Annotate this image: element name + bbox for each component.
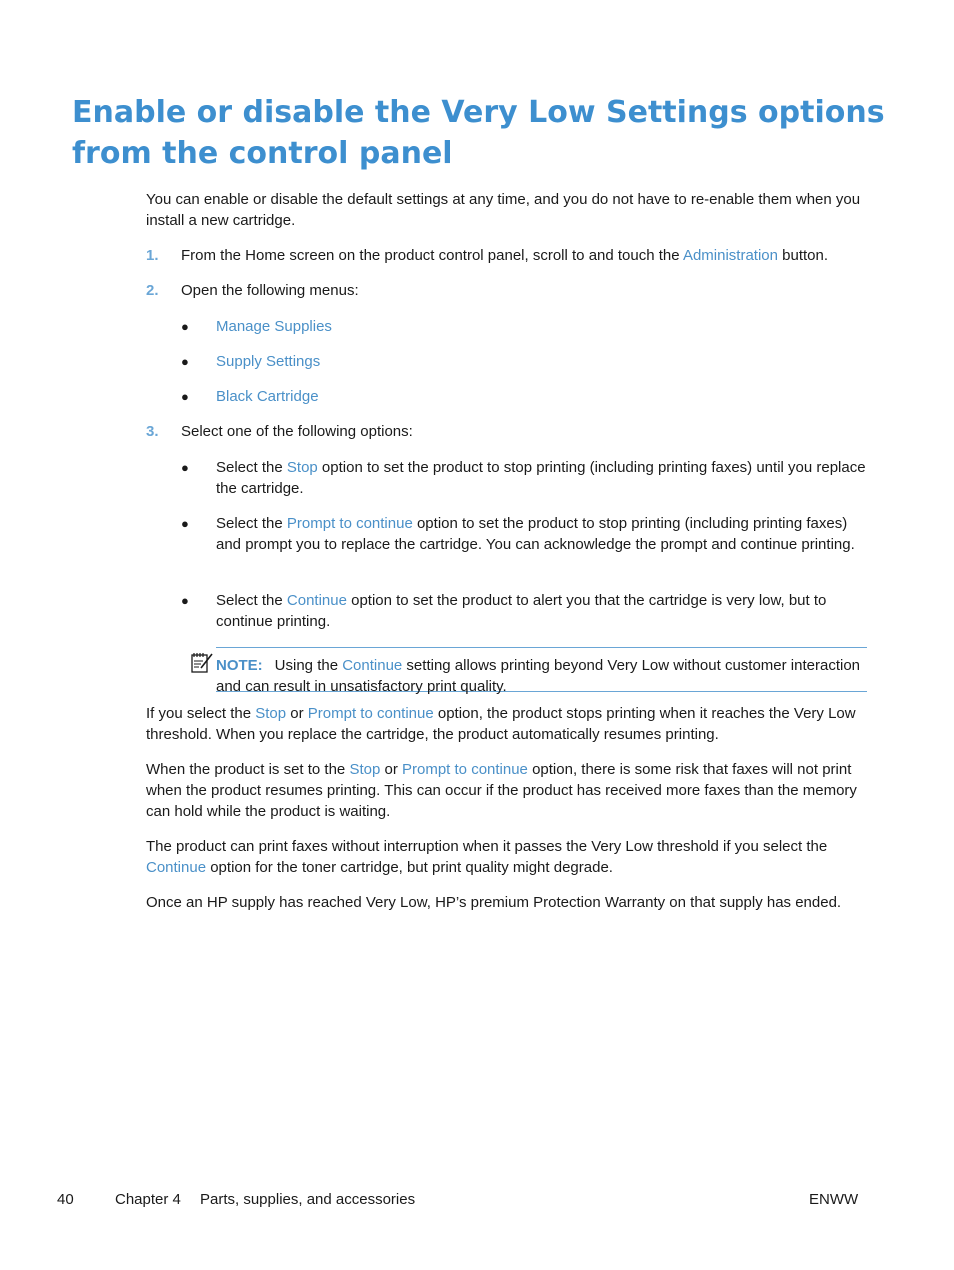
footer-section: Parts, supplies, and accessories	[200, 1191, 416, 1208]
footer-code: ENWW	[809, 1191, 859, 1208]
para-continue-t2: option for the toner cartridge, but print quality might degrade.	[206, 859, 613, 876]
para-fax-t1: When the product is set to the	[146, 761, 350, 778]
note-label: NOTE:	[216, 657, 263, 674]
footer-chapter: Chapter 4	[115, 1191, 181, 1208]
menu-manage-supplies: Manage Supplies	[216, 318, 332, 335]
note-text	[216, 655, 867, 697]
step-1-pre: From the Home screen on the product control panel, scroll to and touch the	[181, 247, 683, 264]
menu-supply-settings: Supply Settings	[216, 353, 321, 370]
page-number: 40	[57, 1191, 74, 1208]
para-continue-ui: Continue	[146, 859, 207, 876]
note-pre: Using the	[274, 657, 343, 674]
bullet-icon: ●	[181, 319, 189, 334]
option-prompt	[216, 513, 866, 555]
bullet-icon: ●	[181, 516, 189, 531]
option-prompt-label: Prompt to continue	[286, 515, 413, 532]
note-continue-label: Continue	[342, 657, 403, 674]
option-continue	[216, 590, 866, 632]
para-stop-t3: option, the product stops printing when it reaches the Very Low threshold. When you replace the cartridge, the product automatically resumes printing.	[146, 705, 856, 743]
option-prompt-pre: Select the	[216, 515, 287, 532]
bullet-icon: ●	[181, 389, 189, 404]
step-3-text: Select one of the following options:	[181, 423, 413, 440]
fax-risk-paragraph	[146, 759, 868, 822]
para-stop-t1: If you select the	[146, 705, 256, 722]
bullet-icon: ●	[181, 354, 189, 369]
step-2-number: 2.	[146, 282, 159, 299]
bullet-icon: ●	[181, 593, 189, 608]
para-fax-t3: option, there is some risk that faxes will not print when the product resumes printing. This can occur if the product has received more faxes than the memory can hold while the product is waiting.	[146, 761, 857, 820]
option-stop-post: option to set the product to stop printing (including printing faxes) until you replace the cartridge.	[216, 459, 866, 497]
warranty-paragraph: Once an HP supply has reached Very Low, HP’s premium Protection Warranty on that supply has ended.	[146, 894, 842, 911]
para-continue-t1: The product can print faxes without interruption when it passes the Very Low threshold if you select the	[146, 838, 828, 855]
step-3-number: 3.	[146, 423, 159, 440]
note-post: setting allows printing beyond Very Low without customer interaction and can result in unsatisfactory print quality.	[216, 657, 861, 695]
menu-black-cartridge: Black Cartridge	[216, 388, 319, 405]
para-fax-ui-prompt: Prompt to continue	[402, 761, 528, 778]
option-prompt-post: option to set the product to stop printing (including printing faxes) and prompt you to replace the cartridge. You can acknowledge the prompt and continue printing.	[216, 515, 855, 553]
option-stop-label: Stop	[286, 459, 318, 476]
option-continue-post: option to set the product to alert you that the cartridge is very low, but to continue printing.	[216, 592, 827, 630]
para-stop-ui-stop: Stop	[255, 705, 287, 722]
para-fax-t2: or	[380, 761, 402, 778]
continue-paragraph	[146, 836, 868, 878]
para-stop-t2: or	[286, 705, 308, 722]
page-title: Enable or disable the Very Low Settings options from the control panel	[72, 95, 885, 171]
option-continue-label: Continue	[286, 592, 347, 609]
para-fax-ui-stop: Stop	[349, 761, 381, 778]
option-continue-pre: Select the	[216, 592, 287, 609]
option-stop-pre: Select the	[216, 459, 287, 476]
note-box	[216, 647, 867, 695]
para-stop-ui-prompt: Prompt to continue	[307, 705, 434, 722]
note-pad-icon	[190, 650, 214, 674]
step-2-text: Open the following menus:	[181, 282, 359, 299]
step-1-post: button.	[778, 247, 829, 264]
option-stop	[216, 457, 866, 499]
administration-button-ref: Administration	[682, 247, 778, 264]
bullet-icon: ●	[181, 460, 189, 475]
step-1-number: 1.	[146, 247, 159, 264]
stop-prompt-paragraph	[146, 703, 868, 745]
intro-paragraph: You can enable or disable the default settings at any time, and you do not have to re-enable them when you install a new cartridge.	[146, 191, 861, 229]
step-1-text	[181, 245, 871, 266]
